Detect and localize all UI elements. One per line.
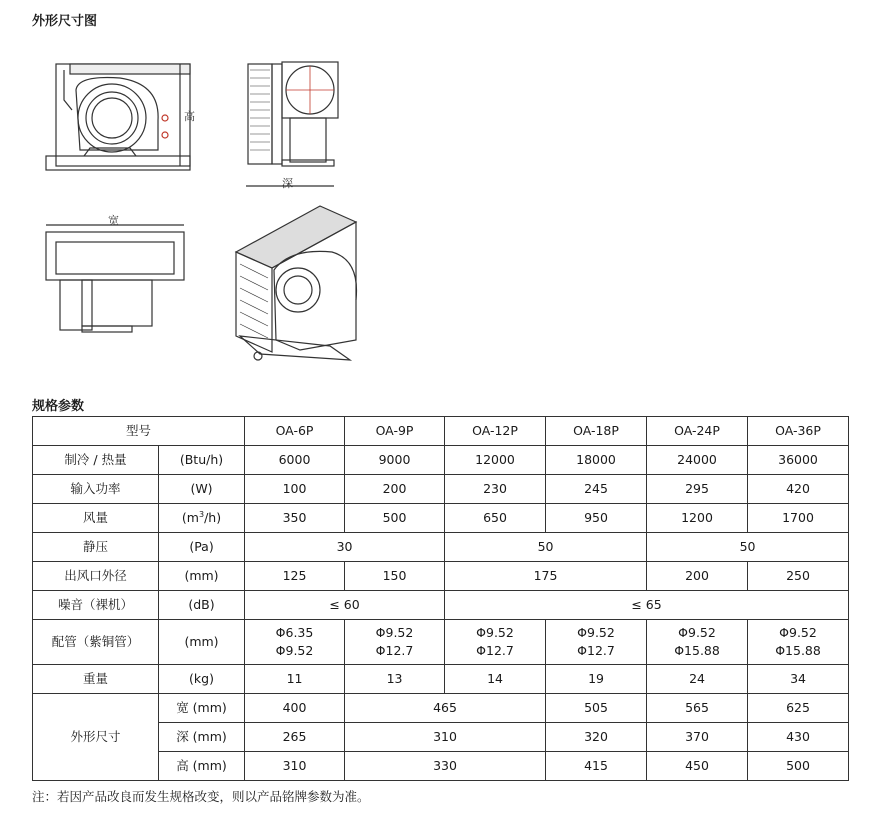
row-label: 风量 <box>33 504 159 533</box>
row-unit: (dB) <box>159 591 245 620</box>
row-label: 静压 <box>33 533 159 562</box>
unit-sup: 3 <box>198 509 205 519</box>
row-unit: (Btu/h) <box>159 446 245 475</box>
piping-row <box>33 620 849 665</box>
row-unit: (mm) <box>159 562 245 591</box>
value-cell: 250 <box>748 562 849 591</box>
pipe-gas: Φ12.7 <box>577 643 615 658</box>
value-cell: 500 <box>748 752 849 781</box>
airflow-row <box>33 504 849 533</box>
value-cell: 370 <box>647 723 748 752</box>
pipe-gas: Φ9.52 <box>275 643 314 658</box>
value-cell: 430 <box>748 723 849 752</box>
value-cell: 310 <box>245 752 345 781</box>
spec-table <box>32 416 849 781</box>
value-cell: 100 <box>245 475 345 504</box>
value-cell: 310 <box>345 723 546 752</box>
value-cell: 14 <box>445 665 546 694</box>
value-cell: 330 <box>345 752 546 781</box>
value-cell: 150 <box>345 562 445 591</box>
row-unit: (mm) <box>159 620 245 665</box>
value-cell: 265 <box>245 723 345 752</box>
value-cell: 24 <box>647 665 748 694</box>
pressure-row <box>33 533 849 562</box>
model-label: 型号 <box>33 417 245 446</box>
value-cell <box>245 620 345 665</box>
power-row <box>33 475 849 504</box>
pipe-liquid: Φ9.52 <box>779 624 817 640</box>
value-cell: 950 <box>546 504 647 533</box>
value-cell: 1700 <box>748 504 849 533</box>
value-cell <box>445 620 546 665</box>
pipe-gas: Φ15.88 <box>674 643 720 658</box>
value-cell <box>748 620 849 665</box>
value-cell: 450 <box>647 752 748 781</box>
height-label: 高 <box>184 110 195 123</box>
value-cell: 6000 <box>245 446 345 475</box>
pipe-liquid: Φ9.52 <box>375 624 414 640</box>
weight-row <box>33 665 849 694</box>
value-cell: 625 <box>748 694 849 723</box>
row-unit: 宽 (mm) <box>159 694 245 723</box>
pipe-liquid: Φ6.35 <box>275 624 314 640</box>
value-cell: 12000 <box>445 446 546 475</box>
width-label: 宽 <box>108 214 119 227</box>
value-cell: 500 <box>345 504 445 533</box>
spec-title: 规格参数 <box>32 399 85 414</box>
pipe-liquid: Φ9.52 <box>678 624 716 640</box>
value-cell: 30 <box>245 533 445 562</box>
pipe-gas: Φ15.88 <box>775 643 821 658</box>
pipe-gas: Φ12.7 <box>375 643 414 658</box>
unit-pre: (m <box>181 510 199 526</box>
value-cell: 19 <box>546 665 647 694</box>
top-view-drawing <box>46 225 184 332</box>
value-cell: 50 <box>445 533 647 562</box>
value-cell: 50 <box>647 533 849 562</box>
pipe-liquid: Φ9.52 <box>476 624 514 640</box>
outlet-row <box>33 562 849 591</box>
value-cell: 465 <box>345 694 546 723</box>
row-unit: 高 (mm) <box>159 752 245 781</box>
outline-drawings <box>0 0 879 400</box>
model-cell: OA-24P <box>647 417 748 446</box>
model-cell: OA-36P <box>748 417 849 446</box>
value-cell: 175 <box>445 562 647 591</box>
value-cell: 24000 <box>647 446 748 475</box>
value-cell: 125 <box>245 562 345 591</box>
depth-label: 深 <box>282 177 293 190</box>
row-unit: (Pa) <box>159 533 245 562</box>
row-unit: (kg) <box>159 665 245 694</box>
value-cell: 200 <box>647 562 748 591</box>
dimensions-label: 外形尺寸 <box>33 694 159 781</box>
model-cell: OA-12P <box>445 417 546 446</box>
capacity-row <box>33 446 849 475</box>
value-cell: 11 <box>245 665 345 694</box>
outline-title: 外形尺寸图 <box>32 14 98 29</box>
value-cell: ≤ 60 <box>245 591 445 620</box>
row-label: 噪音（裸机） <box>33 591 159 620</box>
isometric-view-drawing <box>236 206 357 360</box>
dim-width-row <box>33 694 849 723</box>
model-row <box>33 417 849 446</box>
row-label: 配管（紫铜管） <box>33 620 159 665</box>
model-cell: OA-18P <box>546 417 647 446</box>
value-cell: 295 <box>647 475 748 504</box>
row-unit: (W) <box>159 475 245 504</box>
value-cell <box>546 620 647 665</box>
value-cell <box>345 620 445 665</box>
value-cell: 350 <box>245 504 345 533</box>
value-cell: 9000 <box>345 446 445 475</box>
value-cell: 420 <box>748 475 849 504</box>
value-cell: 1200 <box>647 504 748 533</box>
value-cell: 18000 <box>546 446 647 475</box>
model-cell: OA-6P <box>245 417 345 446</box>
value-cell: 230 <box>445 475 546 504</box>
pipe-gas: Φ12.7 <box>476 643 514 658</box>
value-cell: 36000 <box>748 446 849 475</box>
value-cell: 320 <box>546 723 647 752</box>
model-cell: OA-9P <box>345 417 445 446</box>
pipe-liquid: Φ9.52 <box>577 624 615 640</box>
value-cell: 13 <box>345 665 445 694</box>
row-label: 输入功率 <box>33 475 159 504</box>
row-label: 重量 <box>33 665 159 694</box>
value-cell: 565 <box>647 694 748 723</box>
row-label: 制冷 / 热量 <box>33 446 159 475</box>
value-cell: 34 <box>748 665 849 694</box>
row-label: 出风口外径 <box>33 562 159 591</box>
value-cell: 200 <box>345 475 445 504</box>
value-cell: 400 <box>245 694 345 723</box>
footnote: 注：若因产品改良而发生规格改变，则以产品铭牌参数为准。 <box>32 789 370 804</box>
unit-post: /h) <box>204 510 222 526</box>
value-cell: 505 <box>546 694 647 723</box>
value-cell: 650 <box>445 504 546 533</box>
noise-row <box>33 591 849 620</box>
value-cell <box>647 620 748 665</box>
value-cell: 415 <box>546 752 647 781</box>
side-view-drawing <box>246 62 338 186</box>
value-cell: ≤ 65 <box>445 591 849 620</box>
value-cell: 245 <box>546 475 647 504</box>
front-view-drawing <box>46 64 190 170</box>
row-unit <box>159 504 245 533</box>
row-unit: 深 (mm) <box>159 723 245 752</box>
